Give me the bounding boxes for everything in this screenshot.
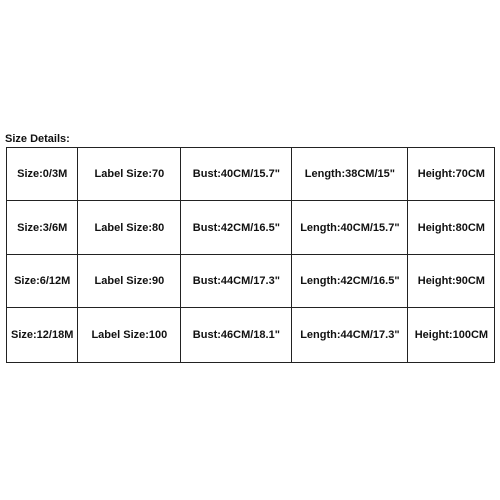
height-cell: Height:100CM (408, 308, 495, 363)
size-table (6, 147, 495, 363)
size-cell: Size:0/3M (7, 148, 78, 201)
bust-cell: Bust:44CM/17.3" (181, 255, 292, 308)
size-cell: Size:6/12M (7, 255, 78, 308)
height-cell: Height:80CM (408, 201, 495, 255)
label-size-cell: Label Size:90 (78, 255, 181, 308)
table-row (7, 148, 495, 201)
table-row (7, 308, 495, 363)
size-cell: Size:12/18M (7, 308, 78, 363)
length-cell: Length:42CM/16.5" (292, 255, 408, 308)
table-row (7, 201, 495, 255)
height-cell: Height:70CM (408, 148, 495, 201)
page-title: Size Details: (5, 133, 70, 145)
size-cell: Size:3/6M (7, 201, 78, 255)
label-size-cell: Label Size:70 (78, 148, 181, 201)
length-cell: Length:44CM/17.3" (292, 308, 408, 363)
height-cell: Height:90CM (408, 255, 495, 308)
bust-cell: Bust:42CM/16.5" (181, 201, 292, 255)
bust-cell: Bust:46CM/18.1" (181, 308, 292, 363)
length-cell: Length:38CM/15" (292, 148, 408, 201)
table-row (7, 255, 495, 308)
label-size-cell: Label Size:80 (78, 201, 181, 255)
bust-cell: Bust:40CM/15.7" (181, 148, 292, 201)
length-cell: Length:40CM/15.7" (292, 201, 408, 255)
label-size-cell: Label Size:100 (78, 308, 181, 363)
